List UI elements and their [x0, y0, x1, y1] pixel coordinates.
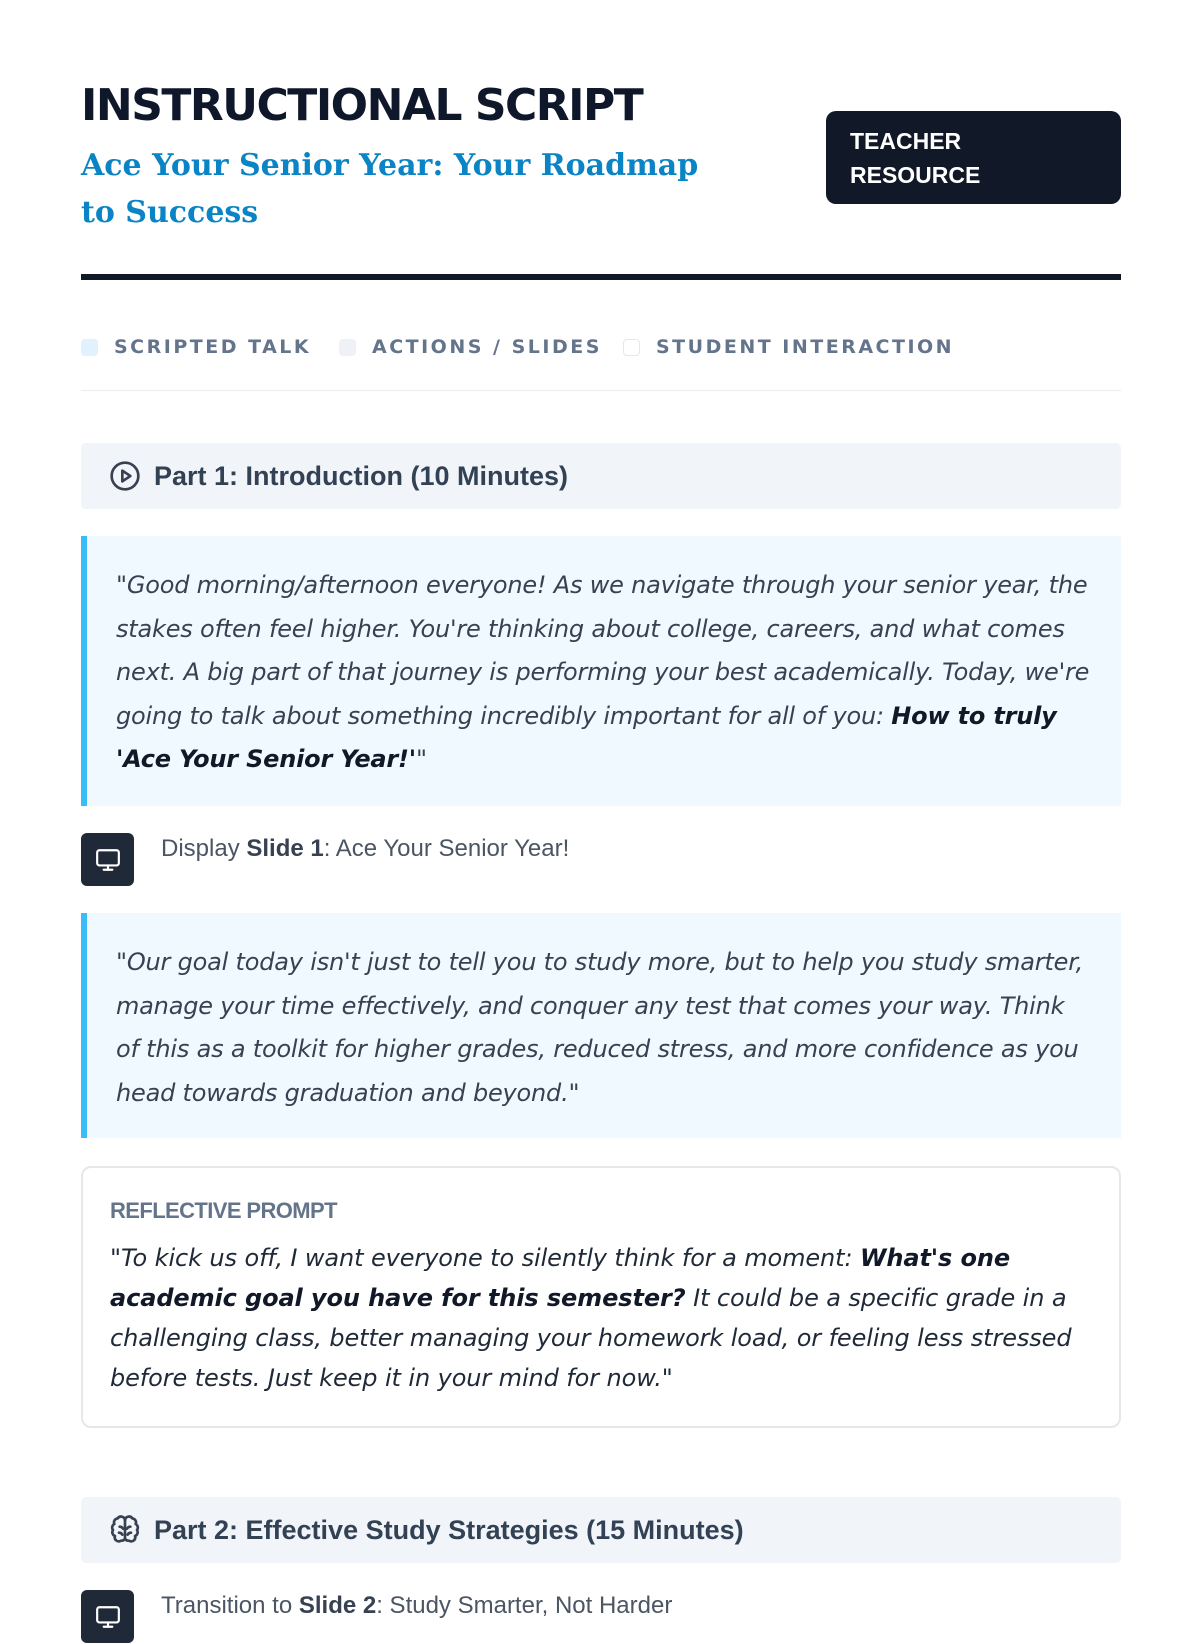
action-prefix: Display — [161, 835, 247, 862]
play-circle-icon — [108, 459, 142, 493]
monitor-icon — [81, 833, 134, 886]
action-slide-2 — [81, 1590, 1121, 1644]
monitor-icon — [81, 1590, 134, 1643]
legend — [81, 330, 1121, 391]
interaction-text-start: "To kick us off, I want everyone to silently think for a moment: — [110, 1244, 860, 1272]
action-prefix: Transition to — [161, 1592, 299, 1619]
legend-label: STUDENT INTERACTION — [656, 336, 955, 358]
legend-swatch-actions-slides — [339, 339, 356, 356]
action-slide-label: Slide 2 — [298, 1592, 377, 1619]
section-header-part-2 — [81, 1497, 1121, 1563]
legend-label: SCRIPTED TALK — [114, 336, 312, 358]
legend-item-actions-slides — [339, 330, 602, 364]
page-subtitle: Ace Your Senior Year: Your Roadmap to Success — [81, 148, 699, 230]
talk-emphasis: How to truly 'Ace Your Senior Year!' — [116, 701, 1057, 773]
talk-text: "Good morning/afternoon everyone! As we navigate through your senior year, the stakes often feel higher. You're thinking about college, careers, and what comes next. A big part of that journey is performing your best academically. Today, we're going to talk about something incredibly important for all of you: — [116, 571, 1090, 730]
interaction-text — [110, 1238, 1093, 1398]
legend-label: ACTIONS / SLIDES — [372, 336, 602, 358]
interaction-emphasis: What's one academic goal you have for this semester? — [110, 1244, 1011, 1312]
scripted-talk-block — [81, 913, 1121, 1138]
page-title: INSTRUCTIONAL SCRIPT — [81, 80, 643, 131]
header-divider — [81, 274, 1121, 280]
student-interaction-block — [81, 1166, 1121, 1428]
action-rest: : Ace Your Senior Year! — [323, 835, 570, 862]
action-text — [161, 835, 569, 863]
legend-swatch-scripted-talk — [81, 339, 98, 356]
legend-swatch-student-interaction — [623, 339, 640, 356]
interaction-text-end: It could be a specific grade in a challenging class, better managing your homework load, or feeling less stressed before tests. Just keep it in your mind for now." — [110, 1284, 1072, 1392]
instructional-script-page — [81, 0, 1121, 1619]
section-title: Part 2: Effective Study Strategies (15 Minutes) — [154, 1514, 744, 1545]
section-header-part-1 — [81, 443, 1121, 509]
section-title: Part 1: Introduction (10 Minutes) — [154, 460, 569, 491]
teacher-resource-badge — [826, 111, 1121, 204]
legend-item-student-interaction — [623, 330, 954, 364]
document-header — [81, 0, 1121, 283]
action-slide-label: Slide 1 — [246, 835, 324, 862]
action-slide-1 — [81, 833, 1121, 887]
scripted-talk-block — [81, 536, 1121, 806]
badge-line-1: TEACHER — [850, 128, 962, 154]
badge-line-2: RESOURCE — [850, 162, 981, 188]
interaction-label: REFLECTIVE PROMPT — [110, 1198, 337, 1223]
action-rest: : Study Smarter, Not Harder — [376, 1592, 673, 1619]
action-text — [161, 1592, 672, 1620]
legend-item-scripted-talk — [81, 330, 311, 364]
talk-text: "Our goal today isn't just to tell you to study more, but to help you study smarter, manage your time effectively, and conquer any test that comes your way. Think of this as a toolkit for higher grades, reduced stress, and more confidence as you head towards graduation and beyond." — [116, 948, 1084, 1107]
brain-icon — [108, 1513, 142, 1547]
talk-end: " — [415, 745, 427, 773]
